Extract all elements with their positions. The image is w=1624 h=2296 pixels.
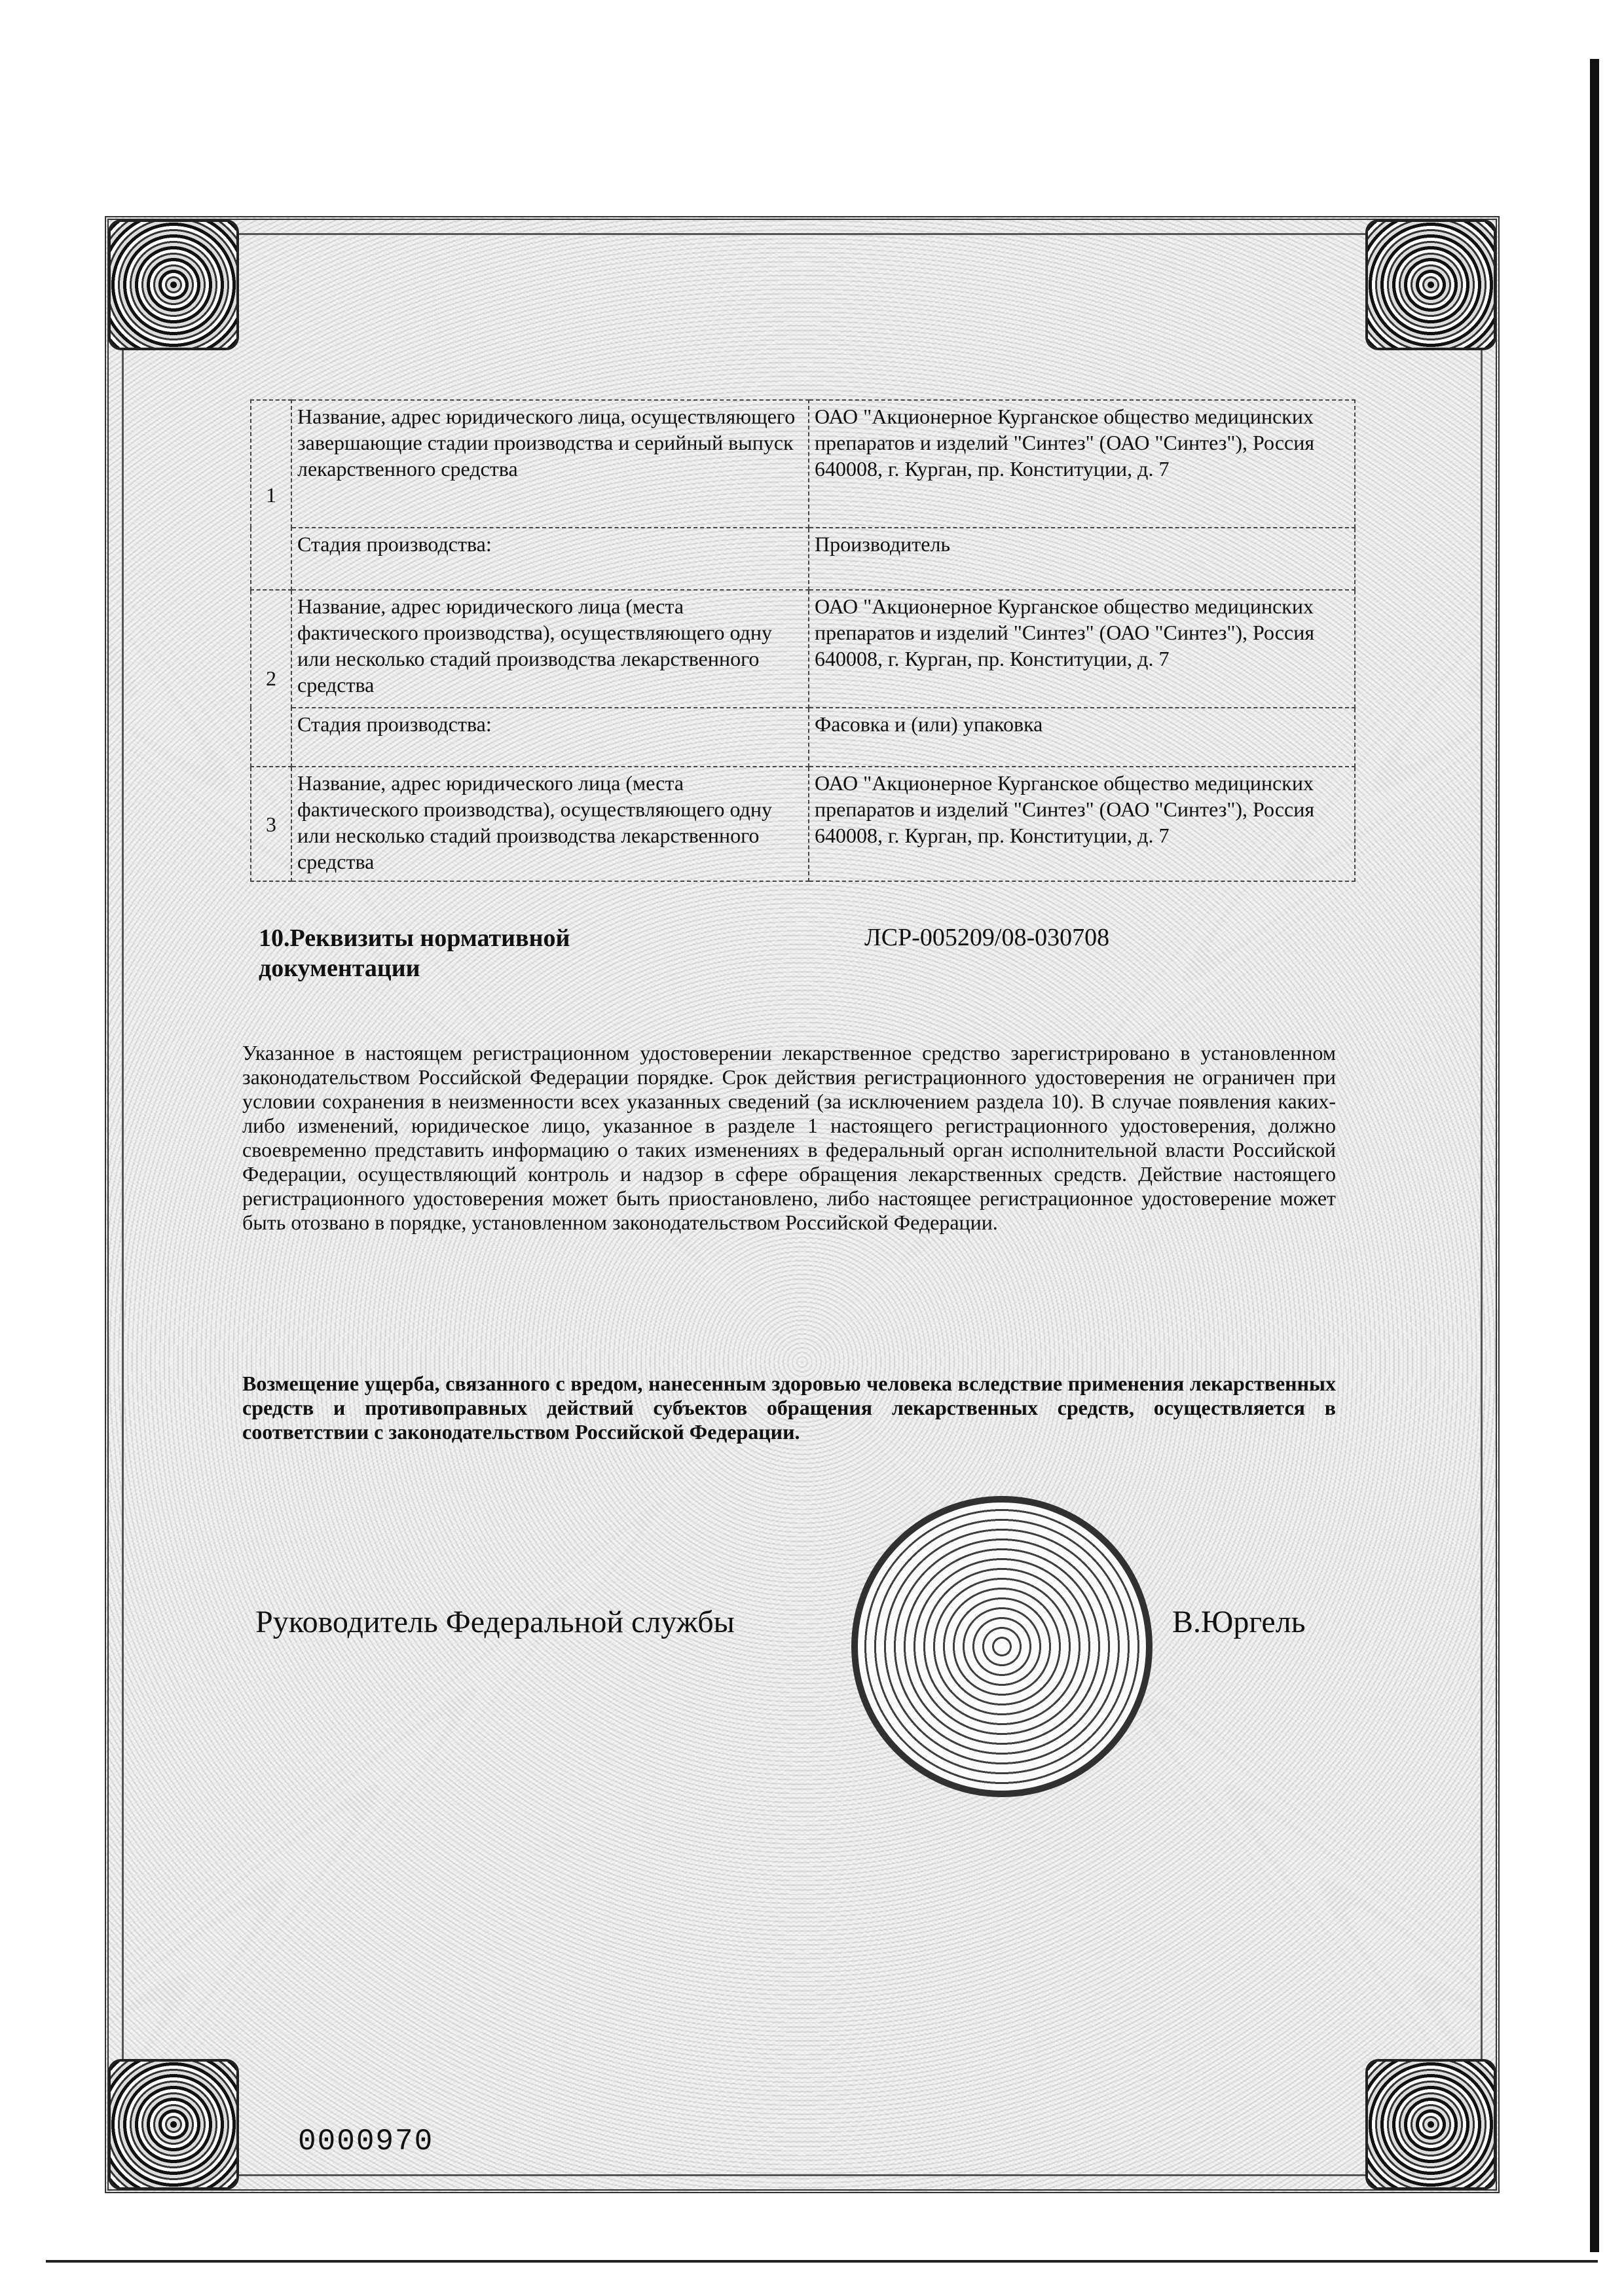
liability-paragraph: Возмещение ущерба, связанного с вредом, нанесенным здоровью человека вследствие применения лекарственных средств и противоправных действий субъектов обращения лекарственных средств, осуществляется в соответствии с законодательством Российской Федерации.	[242, 1372, 1336, 1444]
row-label: Стадия производства:	[291, 528, 809, 590]
manufacturer-table	[250, 399, 1356, 882]
table-row	[251, 767, 1355, 881]
corner-ornament-icon	[1365, 219, 1496, 350]
signatory-title: Руководитель Федеральной службы	[255, 1605, 735, 1639]
table-row	[251, 400, 1355, 528]
table-row	[251, 528, 1355, 590]
normative-doc-number: ЛСР-005209/08-030708	[864, 924, 1110, 951]
row-label: Стадия производства:	[291, 708, 809, 767]
signatory-name: В.Юргель	[1172, 1605, 1306, 1639]
row-number: 3	[251, 767, 291, 881]
row-value: ОАО "Акционерное Курганское общество медицинских препаратов и изделий "Синтез" (ОАО "Синтез"), Россия 640008, г. Курган, пр. Конституции, д. 7	[809, 590, 1355, 708]
row-value: Производитель	[809, 528, 1355, 590]
row-value: ОАО "Акционерное Курганское общество медицинских препаратов и изделий "Синтез" (ОАО "Синтез"), Россия 640008, г. Курган, пр. Конституции, д. 7	[809, 767, 1355, 881]
serial-number: 0000970	[298, 2124, 434, 2159]
scan-edge	[1590, 59, 1599, 2252]
corner-ornament-icon	[108, 2059, 239, 2190]
row-number: 1	[251, 400, 291, 590]
row-label: Название, адрес юридического лица, осуществляющего завершающие стадии производства и серийный выпуск лекарственного средства	[291, 400, 809, 528]
corner-ornament-icon	[108, 219, 239, 350]
table-row	[251, 590, 1355, 708]
corner-ornament-icon	[1365, 2059, 1496, 2190]
table-row	[251, 708, 1355, 767]
row-value: ОАО "Акционерное Курганское общество медицинских препаратов и изделий "Синтез" (ОАО "Синтез"), Россия 640008, г. Курган, пр. Конституции, д. 7	[809, 400, 1355, 528]
row-label: Название, адрес юридического лица (места фактического производства), осуществляющего одну или несколько стадий производства лекарственного средства	[291, 767, 809, 881]
section-10-heading: 10.Реквизиты нормативной документации	[259, 924, 570, 982]
official-seal-icon	[851, 1496, 1153, 1797]
row-label: Название, адрес юридического лица (места фактического производства), осуществляющего одну или несколько стадий производства лекарственного средства	[291, 590, 809, 708]
row-number: 2	[251, 590, 291, 767]
row-value: Фасовка и (или) упаковка	[809, 708, 1355, 767]
scan-edge-bottom	[46, 2260, 1598, 2263]
validity-paragraph: Указанное в настоящем регистрационном удостоверении лекарственное средство зарегистрировано в установленном законодательством Российской Федерации порядке. Срок действия регистрационного удостоверения не ограничен при условии сохранения в неизменности всех указанных сведений (за исключением раздела 10). В случае появления каких-либо изменений, юридическое лицо, указанное в разделе 1 настоящего регистрационного удостоверения, должно своевременно представить информацию о таких изменениях в федеральный орган исполнительной власти Российской Федерации, осуществляющий контроль и надзор в сфере обращения лекарственных средств. Действие настоящего регистрационного удостоверения может быть приостановлено, либо настоящее регистрационное удостоверение может быть отозвано в порядке, установленном законодательством Российской Федерации.	[242, 1041, 1336, 1234]
